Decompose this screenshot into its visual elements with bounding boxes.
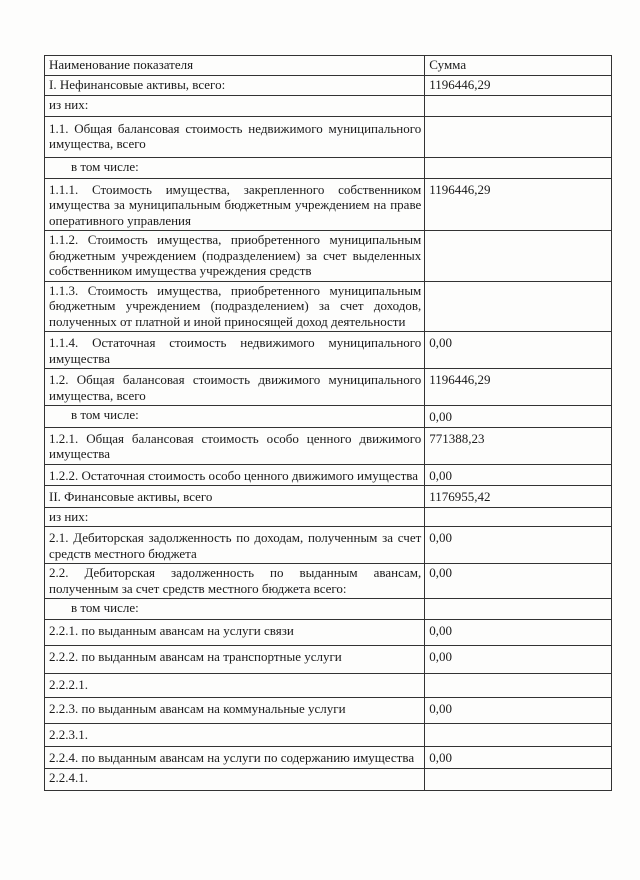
row-sum-cell: 1176955,42 [425, 486, 612, 508]
row-sum-cell [425, 157, 612, 178]
row-name-cell: 2.2.4.1. [45, 768, 425, 790]
table-row [45, 698, 612, 724]
table-row [45, 427, 612, 464]
row-name-cell: 2.2. Дебиторская задолженность по выданным авансам, полученным за счет средств местного бюджета всего: [45, 564, 425, 599]
row-name-cell: 1.1.4. Остаточная стоимость недвижимого муниципального имущества [45, 332, 425, 369]
row-sum-cell: 0,00 [425, 698, 612, 724]
row-name-cell: 1.1. Общая балансовая стоимость недвижимого муниципального имущества, всего [45, 116, 425, 157]
table-row [45, 332, 612, 369]
table-row [45, 76, 612, 96]
row-name-cell: 1.1.1. Стоимость имущества, закрепленного собственником имущества за муниципальным бюджетным учреждением на праве оперативного управления [45, 178, 425, 231]
table-row [45, 646, 612, 674]
row-sum-cell: 1196446,29 [425, 76, 612, 96]
row-name-cell: в том числе: [45, 599, 425, 620]
table-row [45, 486, 612, 508]
table-header-row [45, 56, 612, 76]
row-sum-cell: 0,00 [425, 406, 612, 428]
row-name-cell: II. Финансовые активы, всего [45, 486, 425, 508]
row-sum-cell [425, 724, 612, 747]
table-row [45, 116, 612, 157]
row-sum-cell [425, 674, 612, 698]
row-sum-cell [425, 599, 612, 620]
header-sum-cell: Сумма [425, 56, 612, 76]
row-name-cell: 2.2.3.1. [45, 724, 425, 747]
table-row [45, 507, 612, 527]
row-sum-cell [425, 95, 612, 116]
row-sum-cell: 0,00 [425, 620, 612, 646]
row-name-cell: 2.2.3. по выданным авансам на коммунальные услуги [45, 698, 425, 724]
table-row [45, 281, 612, 332]
row-sum-cell: 1196446,29 [425, 369, 612, 406]
row-sum-cell: 0,00 [425, 646, 612, 674]
row-sum-cell: 0,00 [425, 527, 612, 564]
assets-table [44, 55, 612, 791]
row-name-cell: 1.2.1. Общая балансовая стоимость особо ценного движимого имущества [45, 427, 425, 464]
row-name-cell: 2.1. Дебиторская задолженность по доходам, полученным за счет средств местного бюджета [45, 527, 425, 564]
table-row [45, 599, 612, 620]
header-name-cell: Наименование показателя [45, 56, 425, 76]
table-row [45, 369, 612, 406]
row-name-cell: из них: [45, 507, 425, 527]
table-row [45, 747, 612, 769]
row-sum-cell [425, 281, 612, 332]
row-sum-cell [425, 231, 612, 282]
row-name-cell: 2.2.2. по выданным авансам на транспортные услуги [45, 646, 425, 674]
row-name-cell: 2.2.1. по выданным авансам на услуги связи [45, 620, 425, 646]
row-sum-cell: 0,00 [425, 332, 612, 369]
row-name-cell: I. Нефинансовые активы, всего: [45, 76, 425, 96]
row-name-cell: в том числе: [45, 157, 425, 178]
row-name-cell: в том числе: [45, 406, 425, 428]
row-sum-cell [425, 116, 612, 157]
row-sum-cell: 0,00 [425, 747, 612, 769]
table-row [45, 406, 612, 428]
row-sum-cell [425, 507, 612, 527]
row-name-cell: 2.2.2.1. [45, 674, 425, 698]
row-name-cell: 1.2.2. Остаточная стоимость особо ценного движимого имущества [45, 464, 425, 486]
row-name-cell: 1.2. Общая балансовая стоимость движимого муниципального имущества, всего [45, 369, 425, 406]
table-row [45, 564, 612, 599]
table-row [45, 724, 612, 747]
row-sum-cell [425, 768, 612, 790]
table-row [45, 768, 612, 790]
table-row [45, 464, 612, 486]
table-row [45, 157, 612, 178]
row-sum-cell: 0,00 [425, 464, 612, 486]
row-sum-cell: 1196446,29 [425, 178, 612, 231]
row-sum-cell: 771388,23 [425, 427, 612, 464]
table-row [45, 620, 612, 646]
table-row [45, 674, 612, 698]
table-row [45, 527, 612, 564]
row-name-cell: 1.1.3. Стоимость имущества, приобретенного муниципальным бюджетным учреждением (подразделением) за счет доходов, полученных от платной и иной приносящей доход деятельности [45, 281, 425, 332]
row-name-cell: 1.1.2. Стоимость имущества, приобретенного муниципальным бюджетным учреждением (подразделением) за счет выделенных собственником имущества учреждения средств [45, 231, 425, 282]
row-name-cell: из них: [45, 95, 425, 116]
table-row [45, 95, 612, 116]
row-sum-cell: 0,00 [425, 564, 612, 599]
table-row [45, 231, 612, 282]
row-name-cell: 2.2.4. по выданным авансам на услуги по содержанию имущества [45, 747, 425, 769]
table-row [45, 178, 612, 231]
